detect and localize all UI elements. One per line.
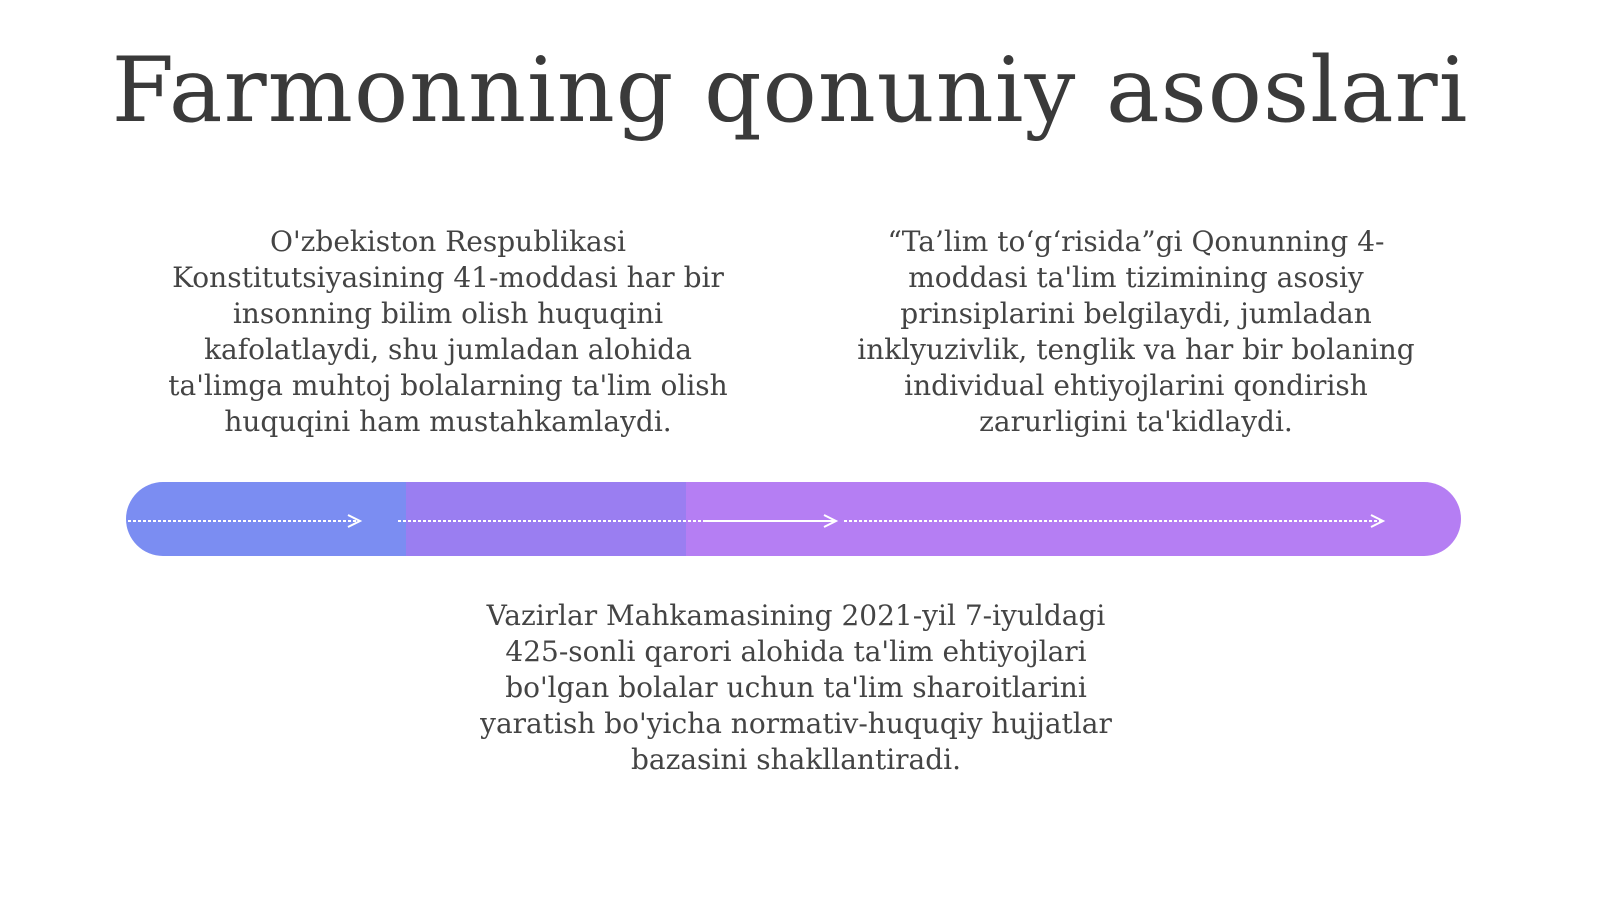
text-block-constitution: O'zbekiston Respublikasi Konstitutsiyasining 41-moddasi har bir insonning bilim olish huquqini kafolatlaydi, shu jumladan alohida ta'limga muhtoj bolalarning ta'lim olish huquqini ham mustahkamlaydi. xyxy=(168,225,728,438)
timeline-arrows xyxy=(126,482,1461,556)
timeline-bar xyxy=(126,482,1461,556)
slide-title: Farmonning qonuniy asoslari xyxy=(111,38,1469,143)
text-block-cabinet-resolution: Vazirlar Mahkamasining 2021-yil 7-iyuldagi 425-sonli qarori alohida ta'lim ehtiyojlari bo'lgan bolalar uchun ta'lim sharoitlarini yaratish bo'yicha normativ-huquqiy hujjatlar bazasini shakllantiradi. xyxy=(480,599,1112,776)
text-block-education-law: “Ta’lim to‘g‘risida”gi Qonunning 4-moddasi ta'lim tizimining asosiy prinsiplarini belgilaydi, jumladan inklyuzivlik, tenglik va har bir bolaning individual ehtiyojlarini qondirish zarurligini ta'kidlaydi. xyxy=(857,225,1415,438)
